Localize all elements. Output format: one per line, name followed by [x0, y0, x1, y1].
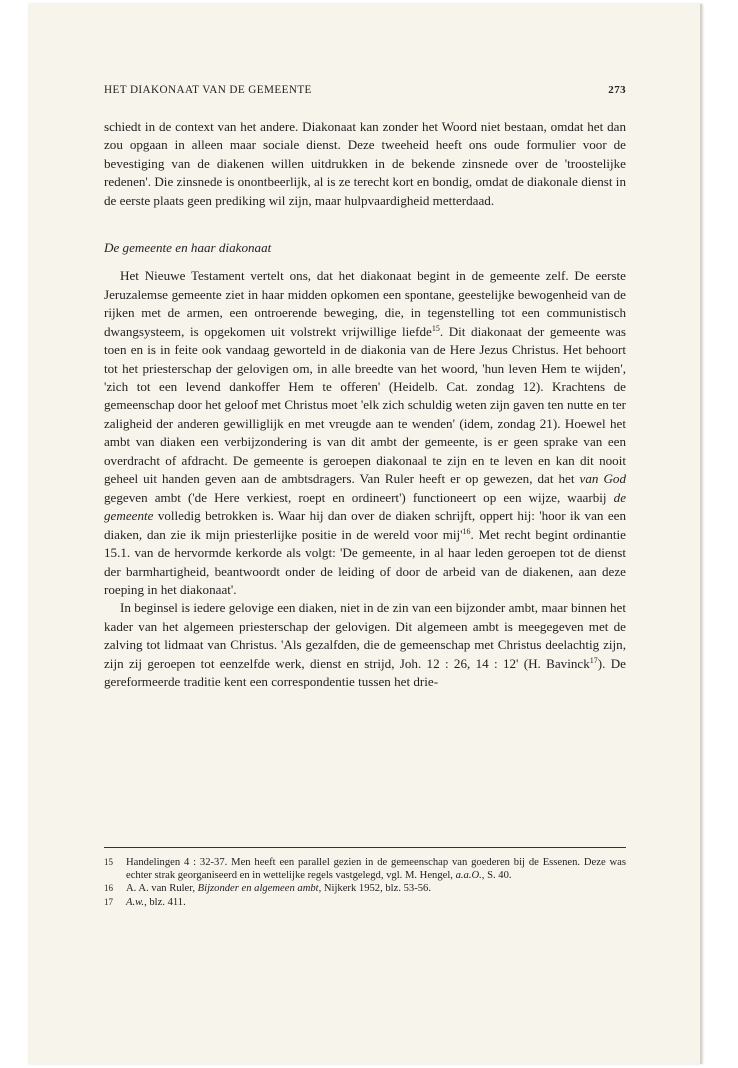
footnote-number: 15: [104, 857, 113, 867]
intro-paragraph: schiedt in de context van het andere. Diakonaat kan zonder het Woord niet bestaan, omdat het dan zou opgaan in alleen maar sociale dienst. Deze tweeheid heeft ons oude formulier voor de bevestiging van de diakenen willen uitdrukken in de bekende zinsnede over de 'troostelijke redenen'. Die zinsnede is onontbeerlijk, al is ze terecht kort en bondig, omdat de diakonale dienst in de eerste plaats geen prediking wil zijn, maar hulpvaardigheid metterdaad.: [104, 119, 626, 208]
main-text: [104, 118, 626, 692]
footnote-number: 17: [104, 896, 113, 907]
emphasis: de gemeente: [104, 489, 626, 524]
section-heading-part1: De gemeente: [104, 240, 172, 256]
footnote: [104, 896, 626, 909]
footnote-text: Handelingen 4 : 32-37. Men heeft een parallel gezien in de gemeenschap van goederen bij de Essenen. Deze was echter strak georganiseerd en in wettelijke regels vastgelegd, vgl. M. Hengel,: [126, 857, 626, 882]
footnote-ref[interactable]: 15: [431, 323, 440, 333]
footnote-emphasis: A.w.: [126, 896, 145, 908]
footnote-text: , Nijkerk 1952, blz. 53-56.: [318, 883, 431, 895]
footnote: [104, 856, 626, 882]
footnote-divider: [104, 847, 626, 848]
emphasis: van God: [579, 471, 626, 487]
footnote-emphasis: a.a.O.: [455, 870, 482, 882]
footnotes: [104, 856, 626, 909]
paragraph: [104, 599, 626, 691]
footnote: [104, 882, 626, 895]
footnote-emphasis: Bijzonder en algemeen ambt: [197, 883, 319, 895]
footnote-text: , S. 40.: [481, 870, 512, 882]
section-heading: [104, 239, 626, 257]
running-title: HET DIAKONAAT VAN DE GEMEENTE: [104, 84, 312, 96]
paragraph-text: volledig betrokken is. Waar hij dan over de diaken schrijft, oppert hij: 'hoor ik van een diaken, dan zie ik mijn priesterlijke positie in de wereld voor mij': [104, 508, 626, 542]
footnote-text: , blz. 411.: [144, 896, 186, 908]
page-number: 273: [608, 84, 626, 96]
paragraph-text: . Met recht begint ordinantie 15.1. van de hervormde kerkorde als volgt: 'De gemeente, in al haar leden geroepen tot de dienst der barmhartigheid, beantwoordt onder de leiding of door de arbeid van de diakenen, aan deze roeping in het diakonaat'.: [104, 526, 626, 597]
paragraph-text: ). De gereformeerde traditie kent een correspondentie tussen het drie-: [104, 655, 626, 690]
footnote-number: 16: [104, 883, 113, 894]
footnote-ref[interactable]: 16: [462, 526, 471, 536]
paragraph-text: Het Nieuwe Testament vertelt ons, dat het diakonaat begint in de gemeente zelf. De eerste Jeruzalemse gemeente ziet in haar midden opkomen een spontane, geestelijke bewogenheid van de rijken met de armen, een ontroerende beweging, die, in tegenstelling tot een communistisch dwangsysteem, is opgekomen uit volstrekt vrijwillige liefde: [104, 268, 626, 339]
paragraph: [104, 267, 626, 599]
footnote-text: A. A. van Ruler,: [126, 883, 198, 895]
paragraph-text: gegeven ambt ('de Here verkiest, roept en ordineert') functioneert op een wijze, waarbij: [104, 489, 614, 505]
paragraph-text: . Dit diakonaat der gemeente was toen en is in feite ook vandaag geworteld in de diakonia van de Here Jezus Christus. Het behoort tot het priesterschap der gelovigen om, in alle breedte van het woord, 'hun leven Hem te wijden', 'zich tot een levend dankoffer Hem te offeren' (Heidelb. Cat. zondag 12). Krachtens de gemeenschap door het geloof met Christus moet 'elk zich schuldig weten zijn gaven ten nutte en ter zaligheid der anderen gewilliglijk en met vreugde aan te wenden' (idem, zondag 21). Hoewel het ambt van diaken een verbijzondering is van dit ambt der gemeente, is er geen sprake van een overdracht of afdracht. De gemeente is geroepen diakonaal te zijn en te leven en kan dit nooit geheel uit handen geven aan de ambtsdragers. Van Ruler heeft er op gewezen, dat het: [104, 323, 627, 487]
section-heading-part2: en haar diakonaat: [175, 240, 272, 256]
footnote-ref[interactable]: 17: [589, 655, 598, 665]
paragraph-text: In beginsel is iedere gelovige een diaken, niet in de zin van een bijzonder ambt, maar binnen het kader van het algemeen priesterschap der gelovigen. Dit algemeen ambt is meegegeven met de zalving tot lidmaat van Christus. 'Als gezalfden, die de gemeenschap met Christus deelachtig zijn, zijn zij geroepen tot eenzelfde werk, dienst en strijd, Joh. 12 : 26, 14 : 12' (H. Bavinck: [104, 600, 626, 671]
running-header: [104, 84, 626, 100]
